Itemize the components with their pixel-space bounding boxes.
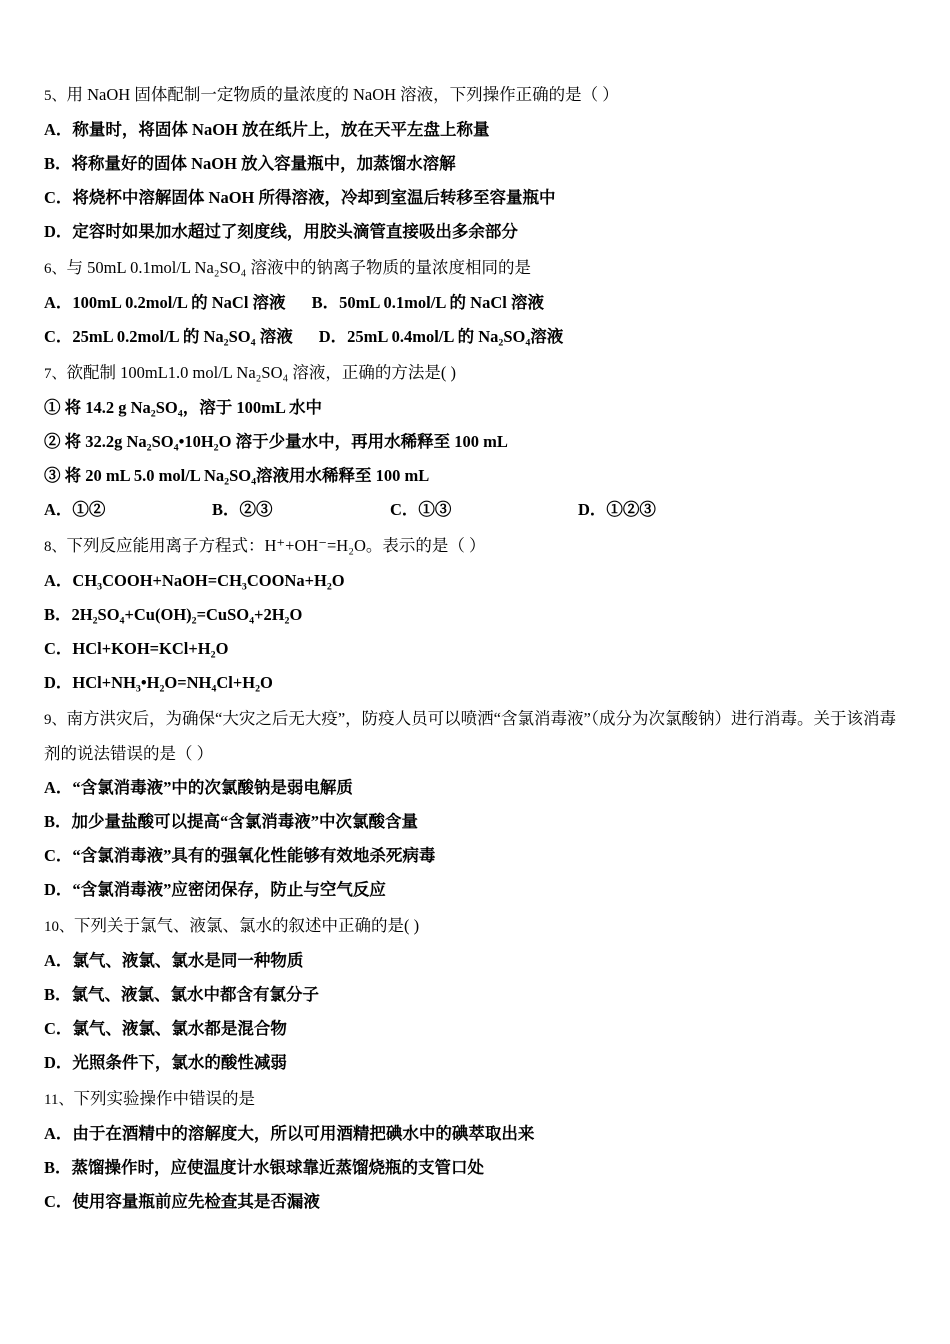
sub-item: ② 将 32.2g Na₂SO₄•10H₂O 溶于少量水中，再用水稀释至 100 mL	[44, 432, 508, 451]
question-block	[44, 251, 906, 354]
option-item: C．将烧杯中溶解固体 NaOH 所得溶液，冷却到室温后转移至容量瓶中	[44, 188, 556, 207]
question-number: 7、	[44, 366, 67, 382]
option-item: D．光照条件下，氯水的酸性减弱	[44, 1053, 287, 1072]
option-item: B．2H₂SO₄+Cu(OH)₂=CuSO₄+2H₂O	[44, 605, 303, 624]
question-block	[44, 702, 906, 907]
question-stem-text: 下列实验操作中错误的是	[73, 1089, 255, 1108]
question-stem-text: 与 50mL 0.1mol/L Na₂SO₄ 溶液中的钠离子物质的量浓度相同的是	[66, 258, 531, 277]
option-row	[44, 320, 906, 354]
sub-item: ① 将 14.2 g Na₂SO₄，溶于 100mL 水中	[44, 398, 323, 417]
option-item: C．25mL 0.2mol/L 的 Na₂SO₄ 溶液	[44, 327, 293, 346]
question-number: 8、	[44, 539, 67, 555]
option-item: C．“含氯消毒液”具有的强氧化性能够有效地杀死病毒	[44, 846, 436, 865]
option-item: C．使用容量瓶前应先检查其是否漏液	[44, 1192, 320, 1211]
question-number: 5、	[44, 88, 67, 104]
question-stem-text: 欲配制 100mL1.0 mol/L Na₂SO₄ 溶液，正确的方法是( )	[66, 363, 456, 382]
option-item: A．氯气、液氯、氯水是同一种物质	[44, 951, 304, 970]
option-item: A．①②	[44, 500, 106, 519]
option-item: A．由于在酒精中的溶解度大，所以可用酒精把碘水中的碘萃取出来	[44, 1124, 535, 1143]
option-item: D．①②③	[578, 500, 656, 519]
question-stem	[44, 909, 906, 944]
question-stem-text: 下列关于氯气、液氯、氯水的叙述中正确的是( )	[74, 916, 420, 935]
question-block	[44, 1082, 906, 1219]
question-stem	[44, 251, 906, 286]
question-number: 6、	[44, 261, 67, 277]
question-stem-text: 南方洪灾后，为确保“大灾之后无大疫”，防疫人员可以喷洒“含氯消毒液”（成分为次氯酸钠）进行消毒。关于该消毒剂的说法错误的是（ ）	[44, 709, 897, 763]
question-number: 9、	[44, 712, 67, 728]
question-block	[44, 909, 906, 1080]
option-item: A．“含氯消毒液”中的次氯酸钠是弱电解质	[44, 778, 353, 797]
option-row	[44, 493, 906, 527]
question-number: 11、	[44, 1092, 74, 1108]
option-item: D．定容时如果加水超过了刻度线，用胶头滴管直接吸出多余部分	[44, 222, 518, 241]
question-stem-text: 用 NaOH 固体配制一定物质的量浓度的 NaOH 溶液，下列操作正确的是（ ）	[66, 85, 619, 104]
option-item: B．②③	[212, 500, 273, 519]
question-stem	[44, 1082, 906, 1117]
option-item: A．100mL 0.2mol/L 的 NaCl 溶液	[44, 293, 286, 312]
question-stem-text: 下列反应能用离子方程式：H⁺+OH⁻=H₂O。表示的是（ ）	[66, 536, 486, 555]
question-stem	[44, 78, 906, 113]
question-block	[44, 529, 906, 700]
question-stem	[44, 702, 906, 771]
option-item: B．蒸馏操作时，应使温度计水银球靠近蒸馏烧瓶的支管口处	[44, 1158, 485, 1177]
option-item: A．称量时，将固体 NaOH 放在纸片上，放在天平左盘上称量	[44, 120, 490, 139]
option-item: C．氯气、液氯、氯水都是混合物	[44, 1019, 287, 1038]
option-row	[44, 286, 906, 320]
question-stem	[44, 529, 906, 564]
option-item: D．“含氯消毒液”应密闭保存，防止与空气反应	[44, 880, 386, 899]
option-item: B．将称量好的固体 NaOH 放入容量瓶中，加蒸馏水溶解	[44, 154, 456, 173]
option-item: B．50mL 0.1mol/L 的 NaCl 溶液	[311, 293, 544, 312]
question-block	[44, 356, 906, 527]
question-stem	[44, 356, 906, 391]
option-item: B．氯气、液氯、氯水中都含有氯分子	[44, 985, 320, 1004]
question-number: 10、	[44, 919, 75, 935]
option-item: C．①③	[390, 500, 452, 519]
question-block	[44, 78, 906, 249]
sub-item: ③ 将 20 mL 5.0 mol/L Na₂SO₄溶液用水稀释至 100 mL	[44, 466, 430, 485]
option-item: B．加少量盐酸可以提高“含氯消毒液”中次氯酸含量	[44, 812, 419, 831]
option-item: A．CH₃COOH+NaOH=CH₃COONa+H₂O	[44, 571, 345, 590]
option-item: D．25mL 0.4mol/L 的 Na₂SO₄溶液	[318, 327, 564, 346]
option-item: D．HCl+NH₃•H₂O=NH₄Cl+H₂O	[44, 673, 273, 692]
option-item: C．HCl+KOH=KCl+H₂O	[44, 639, 229, 658]
